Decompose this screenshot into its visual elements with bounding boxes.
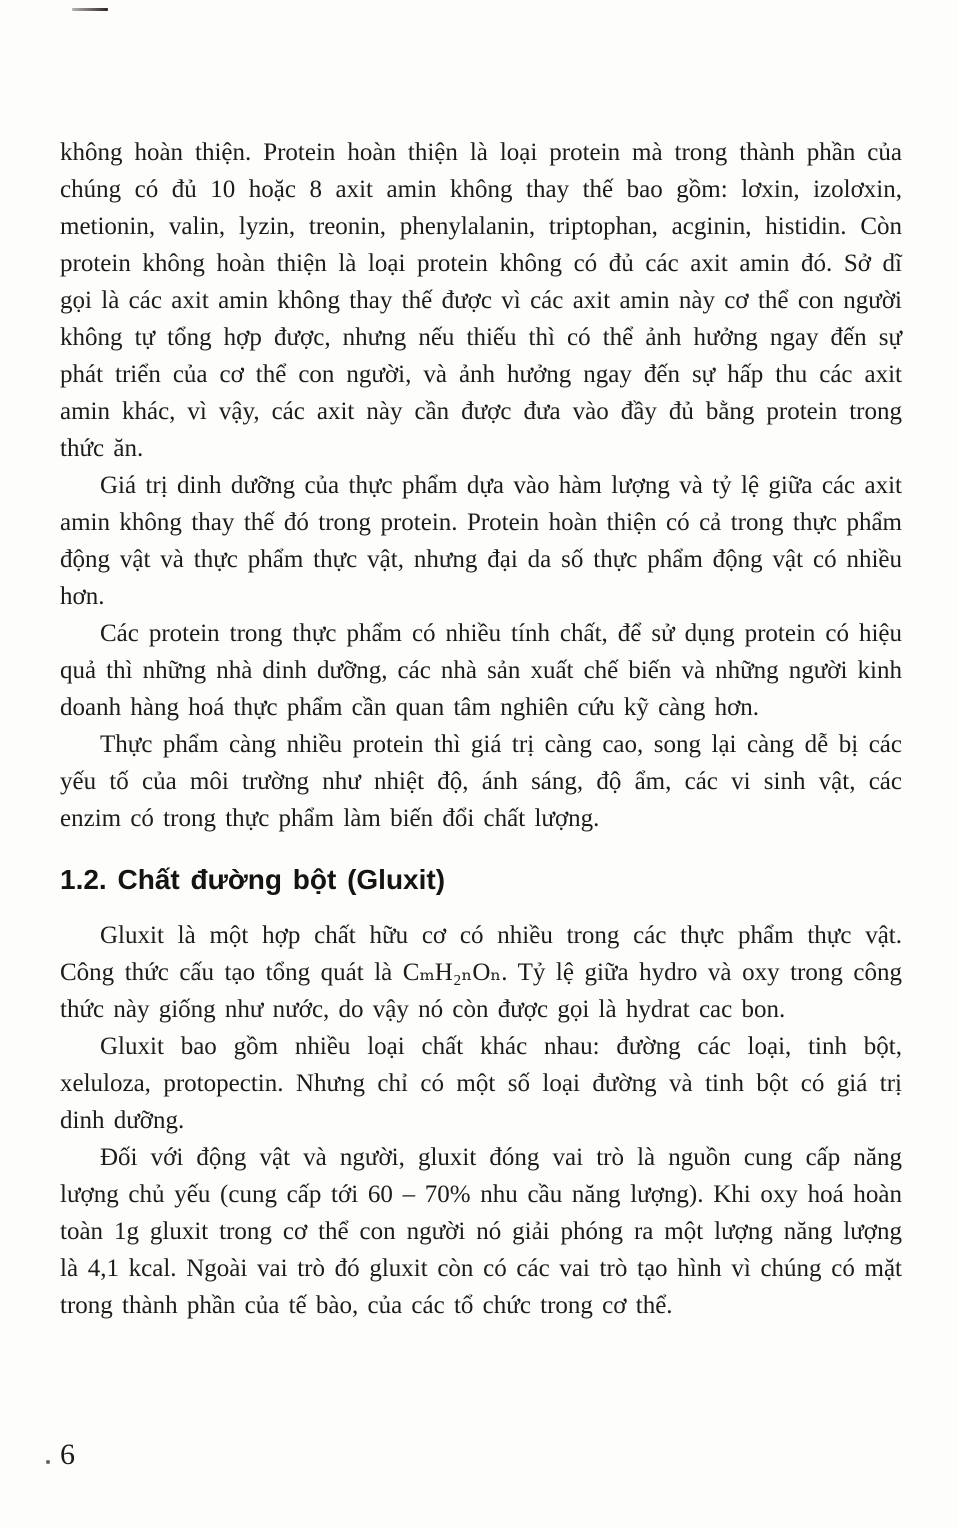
body-paragraph: Gluxit là một hợp chất hữu cơ có nhiều trong các thực phẩm thực vật. Công thức cấu tạo tổng quát là CₘH₂ₙOₙ. Tỷ lệ giữa hydro và oxy trong công thức này giống như nước, do vậy nó còn được gọi là hydrat cac bon. [60,922,902,1023]
page-footer [46,1438,75,1472]
body-paragraph: Giá trị dinh dưỡng của thực phẩm dựa vào hàm lượng và tỷ lệ giữa các axit amin không thay thế đó trong protein. Protein hoàn thiện có cả trong thực phẩm động vật và thực phẩm thực vật, nhưng đại da số thực phẩm động vật có nhiều hơn. [60,472,902,610]
page-body [60,134,902,1324]
body-paragraph-continuation: không hoàn thiện. Protein hoàn thiện là loại protein mà trong thành phần của chúng có đủ 10 hoặc 8 axit amin không thay thế bao gồm: lơxin, izolơxin, metionin, valin, lyzin, treonin, phenylalanin, triptophan, acginin, histidin. Còn protein không hoàn thiện là loại protein không có đủ các axit amin đó. Sở dĩ gọi là các axit amin không thay thế được vì các axit amin này cơ thể con người không tự tổng hợp được, nhưng nếu thiếu thì có thể ảnh hưởng ngay đến sự phát triển của cơ thể con người, và ảnh hưởng ngay đến sự hấp thu các axit amin khác, vì vậy, các axit này cần được đưa vào đầy đủ bằng protein trong thức ăn. [60,139,902,462]
section-heading: 1.2. Chất đường bột (Gluxit) [60,864,446,895]
body-paragraph: Đối với động vật và người, gluxit đóng vai trò là nguồn cung cấp năng lượng chủ yếu (cung cấp tới 60 – 70% nhu cầu năng lượng). Khi oxy hoá hoàn toàn 1g gluxit trong cơ thể con người nó giải phóng ra một lượng năng lượng là 4,1 kcal. Ngoài vai trò đó gluxit còn có các vai trò tạo hình vì chúng có mặt trong thành phần của tế bào, của các tổ chức trong cơ thể. [60,1144,902,1319]
body-paragraph: Các protein trong thực phẩm có nhiều tính chất, để sử dụng protein có hiệu quả thì những nhà dinh dưỡng, các nhà sản xuất chế biến và những người kinh doanh hàng hoá thực phẩm cần quan tâm nghiên cứu kỹ càng hơn. [60,620,902,721]
scan-artifact-dot [46,1460,50,1464]
page-number: 6 [60,1438,75,1471]
body-paragraph: Thực phẩm càng nhiều protein thì giá trị càng cao, song lại càng dễ bị các yếu tố của môi trường như nhiệt độ, ánh sáng, độ ẩm, các vi sinh vật, các enzim có trong thực phẩm làm biến đổi chất lượng. [60,731,902,832]
body-paragraph: Gluxit bao gồm nhiều loại chất khác nhau: đường các loại, tinh bột, xeluloza, protopectin. Nhưng chỉ có một số loại đường và tinh bột có giá trị dinh dưỡng. [60,1033,902,1134]
scan-artifact-line [72,8,108,11]
